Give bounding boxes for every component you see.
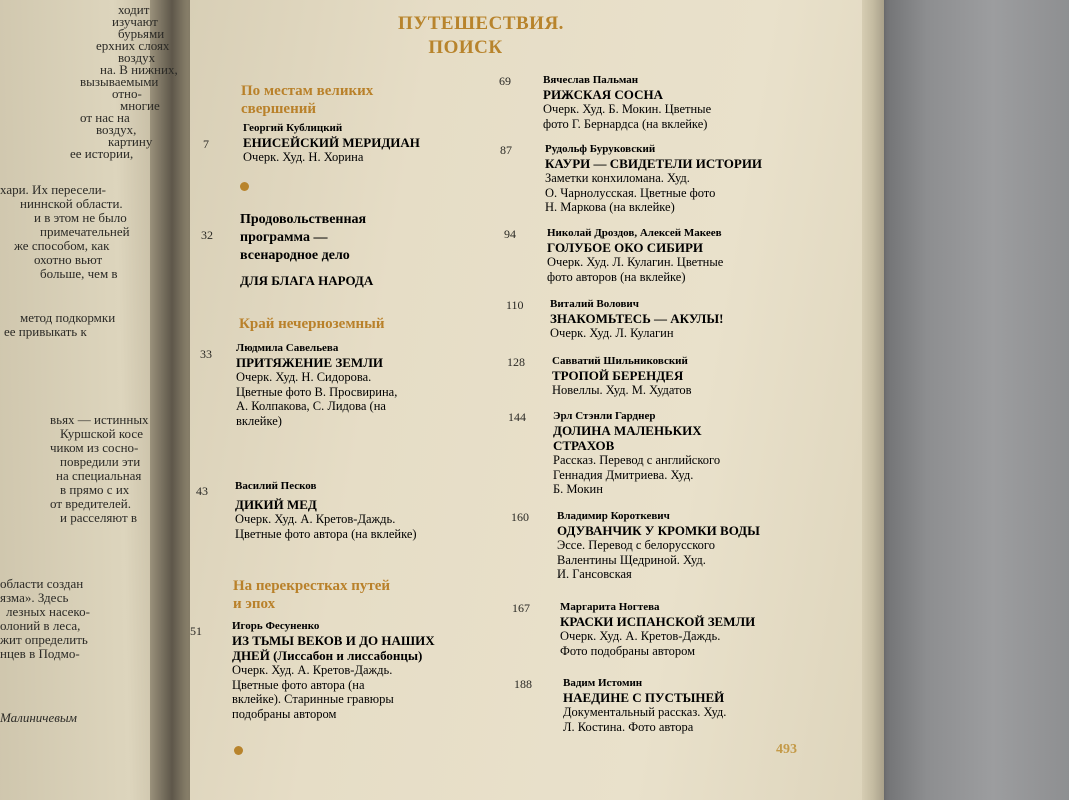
left-page-fragment: охотно вьют bbox=[34, 252, 103, 267]
page-number: 110 bbox=[506, 298, 524, 312]
entry-desc: Документальный рассказ. Худ. bbox=[563, 705, 727, 719]
entry-title: ОДУВАНЧИК У КРОМКИ ВОДЫ bbox=[557, 523, 760, 538]
left-page-fragment: хари. Их пересели- bbox=[0, 182, 106, 197]
entry-title: ПРИТЯЖЕНИЕ ЗЕМЛИ bbox=[236, 355, 383, 370]
entry-title: КАУРИ — СВИДЕТЕЛИ ИСТОРИИ bbox=[545, 156, 763, 171]
left-page-fragment: нцев в Подмо- bbox=[0, 646, 80, 661]
entry-author: Маргарита Ногтева bbox=[560, 601, 660, 613]
left-page-fragment: больше, чем в bbox=[40, 266, 118, 281]
page-number: 167 bbox=[512, 601, 530, 615]
left-page-fragment: от нас на bbox=[80, 110, 130, 125]
left-page-fragment: ходит bbox=[118, 2, 150, 17]
entry-author: Вадим Истомин bbox=[563, 677, 643, 689]
bullet-dot bbox=[234, 746, 243, 755]
section-heading: Край нечерноземный bbox=[239, 316, 385, 332]
entry-title: КРАСКИ ИСПАНСКОЙ ЗЕМЛИ bbox=[560, 614, 756, 629]
page-number: 33 bbox=[200, 347, 212, 361]
left-page-fragment: и расселяют в bbox=[60, 510, 138, 525]
page-number: 94 bbox=[504, 227, 516, 241]
entry-desc: Рассказ. Перевод с английского bbox=[553, 453, 721, 467]
page-number: 32 bbox=[201, 228, 213, 242]
left-page-fragment: ее привыкать к bbox=[4, 324, 87, 339]
entry-title: ЗНАКОМЬТЕСЬ — АКУЛЫ! bbox=[550, 311, 724, 326]
left-page-fragment: олоний в леса, bbox=[0, 618, 81, 633]
entry-desc: Очерк. Худ. Л. Кулагин. Цветные bbox=[547, 255, 724, 269]
left-page-fragment: в прямо с их bbox=[60, 482, 130, 497]
entry-desc: Л. Костина. Фото автора bbox=[563, 719, 694, 734]
entry-title: СТРАХОВ bbox=[553, 438, 615, 453]
entry-desc: Очерк. Худ. Н. Хорина bbox=[243, 150, 364, 164]
toc-entry: Василий Песков ДИКИЙ МЕД Очерк. Худ. А. Кретов-Даждь. Цветные фото автора (на вклейке) bbox=[235, 480, 417, 541]
entry-title: ЕНИСЕЙСКИЙ МЕРИДИАН bbox=[243, 135, 420, 150]
toc-entry: Игорь Фесуненко ИЗ ТЬМЫ ВЕКОВ И ДО НАШИХ ДНЕЙ (Лиссабон и лиссабонцы) Очерк. Худ. А. Кретов-Даждь. Цветные фото автора (на вклейке). Старинные гравюры подобраны автором bbox=[232, 620, 435, 721]
section-heading: На перекрестках путей и эпох bbox=[233, 578, 391, 612]
left-page-fragment: воздух bbox=[118, 50, 156, 65]
entry-author: Игорь Фесуненко bbox=[232, 620, 320, 632]
page-number: 69 bbox=[499, 74, 511, 88]
entry-title: РИЖСКАЯ СОСНА bbox=[543, 87, 663, 102]
page-number: 188 bbox=[514, 677, 532, 691]
left-page-fragment: ниннской области. bbox=[20, 196, 123, 211]
left-page-fragment: на. В нижних, bbox=[100, 62, 178, 77]
left-page-fragment: же способом, как bbox=[14, 238, 110, 253]
left-page-fragment: изучают bbox=[112, 14, 158, 29]
toc-entry: Людмила Савельева ПРИТЯЖЕНИЕ ЗЕМЛИ Очерк. Худ. Н. Сидорова. Цветные фото В. Просвирина, А. Колпакова, С. Лидова (на вклейке) bbox=[236, 342, 398, 428]
entry-title: ДИКИЙ МЕД bbox=[235, 497, 317, 512]
entry-author: Людмила Савельева bbox=[236, 342, 339, 354]
page-number: 160 bbox=[511, 510, 529, 524]
toc-entry bbox=[243, 122, 420, 165]
entry-desc: фото Г. Бернардса (на вклейке) bbox=[543, 116, 708, 131]
left-page-fragment: области создан bbox=[0, 576, 84, 591]
page-number: 128 bbox=[507, 355, 525, 369]
page-number: 7 bbox=[203, 137, 209, 151]
left-page-fragment: воздух, bbox=[96, 122, 137, 137]
left-page-fragment: примечательней bbox=[40, 224, 130, 239]
entry-author: Вячеслав Пальман bbox=[543, 74, 639, 86]
entry-desc: Геннадия Дмитриева. Худ. bbox=[553, 467, 694, 482]
left-page-fragment: метод подкормки bbox=[20, 310, 116, 325]
entry-title: Продовольственная bbox=[240, 212, 367, 227]
title-line-1: ПУТЕШЕСТВИЯ. bbox=[398, 13, 564, 34]
page-number: 51 bbox=[190, 624, 202, 638]
entry-desc: Валентины Щедриной. Худ. bbox=[557, 552, 706, 567]
left-page-fragment: вьях — истинных bbox=[50, 412, 149, 427]
section-heading: По местам великих свершений bbox=[241, 83, 374, 117]
left-page-fragment: ерхних слоях bbox=[96, 38, 170, 53]
entry-desc: Б. Мокин bbox=[553, 482, 603, 496]
entry-title: ТРОПОЙ БЕРЕНДЕЯ bbox=[552, 368, 684, 383]
page-number: 87 bbox=[500, 143, 512, 157]
entry-title: ГОЛУБОЕ ОКО СИБИРИ bbox=[547, 240, 704, 255]
entry-desc: Очерк. Худ. А. Кретов-Даждь. bbox=[560, 629, 721, 643]
toc-entry bbox=[563, 677, 726, 734]
toc-entry: Продовольственная программа — всенародное дело ДЛЯ БЛАГА НАРОДА bbox=[240, 212, 374, 288]
entry-author: Виталий Волович bbox=[550, 298, 639, 310]
title-line-2: ПОИСК bbox=[428, 37, 503, 58]
background-fabric bbox=[880, 0, 1069, 800]
entry-title: ДОЛИНА МАЛЕНЬКИХ bbox=[553, 423, 702, 438]
entry-author: Георгий Кублицкий bbox=[243, 122, 343, 134]
page-number: 144 bbox=[508, 410, 526, 424]
entry-author: Рудольф Буруковский bbox=[545, 143, 656, 155]
entry-title: НАЕДИНЕ С ПУСТЫНЕЙ bbox=[563, 690, 725, 705]
entry-subtitle: ДЛЯ БЛАГА НАРОДА bbox=[240, 273, 374, 288]
entry-author: Василий Песков bbox=[235, 480, 317, 492]
left-page-fragment: и в этом не было bbox=[34, 210, 127, 225]
entry-desc: Новеллы. Худ. М. Худатов bbox=[552, 383, 692, 397]
left-page-fragment: жит определить bbox=[0, 632, 88, 647]
toc-entry bbox=[560, 601, 755, 658]
entry-author: Савватий Шильниковский bbox=[552, 355, 688, 367]
toc-entry bbox=[543, 74, 711, 131]
entry-desc: фото авторов (на вклейке) bbox=[547, 269, 686, 284]
left-page-fragment: многие bbox=[120, 98, 160, 113]
page-title bbox=[398, 12, 564, 60]
left-page-fragment: лезных насеко- bbox=[6, 604, 90, 619]
entry-desc: Эссе. Перевод с белорусского bbox=[557, 538, 715, 552]
left-page-fragment: чиком из сосно- bbox=[50, 440, 139, 455]
entry-desc: Очерк. Худ. Л. Кулагин bbox=[550, 326, 674, 340]
left-page-fragment: язма». Здесь bbox=[0, 590, 69, 605]
entry-title: ИЗ ТЬМЫ ВЕКОВ И ДО НАШИХ bbox=[232, 633, 435, 648]
entry-desc: Н. Маркова (на вклейке) bbox=[545, 200, 675, 214]
entry-desc: Фото подобраны автором bbox=[560, 643, 696, 658]
entry-desc: О. Чарнолусская. Цветные фото bbox=[545, 185, 716, 200]
left-page-fragment: на специальная bbox=[56, 468, 142, 483]
page-footer-number: 493 bbox=[776, 742, 797, 757]
left-page-fragment: от вредителей. bbox=[50, 496, 131, 511]
entry-desc: Заметки конхиломана. Худ. bbox=[545, 171, 690, 185]
left-page-fragment: картину bbox=[108, 134, 153, 149]
toc-entry bbox=[550, 298, 723, 341]
toc-entry bbox=[557, 510, 760, 582]
entry-desc: И. Гансовская bbox=[557, 567, 632, 581]
page-edge bbox=[862, 0, 884, 800]
toc-entry bbox=[553, 410, 720, 497]
left-page-fragment: бурьями bbox=[118, 26, 165, 41]
entry-author: Николай Дроздов, Алексей Макеев bbox=[547, 227, 722, 239]
page-number: 43 bbox=[196, 484, 208, 498]
toc-entry bbox=[545, 143, 762, 215]
entry-desc: Очерк. Худ. Б. Мокин. Цветные bbox=[543, 102, 712, 116]
left-page-fragment: отно- bbox=[112, 86, 142, 101]
entry-author: Владимир Короткевич bbox=[557, 510, 670, 522]
left-page-fragment: вызываемыми bbox=[80, 74, 159, 89]
left-page-fragment: повредили эти bbox=[60, 454, 141, 469]
toc-entry bbox=[547, 227, 723, 284]
left-page-fragment: Малиничевым bbox=[0, 710, 77, 725]
left-page-fragment: Куршской косе bbox=[60, 426, 144, 441]
entry-author: Эрл Стэнли Гарднер bbox=[553, 410, 656, 422]
toc-entry bbox=[552, 355, 692, 398]
bullet-dot bbox=[240, 182, 249, 191]
left-page-fragment: ее истории, bbox=[70, 146, 134, 161]
